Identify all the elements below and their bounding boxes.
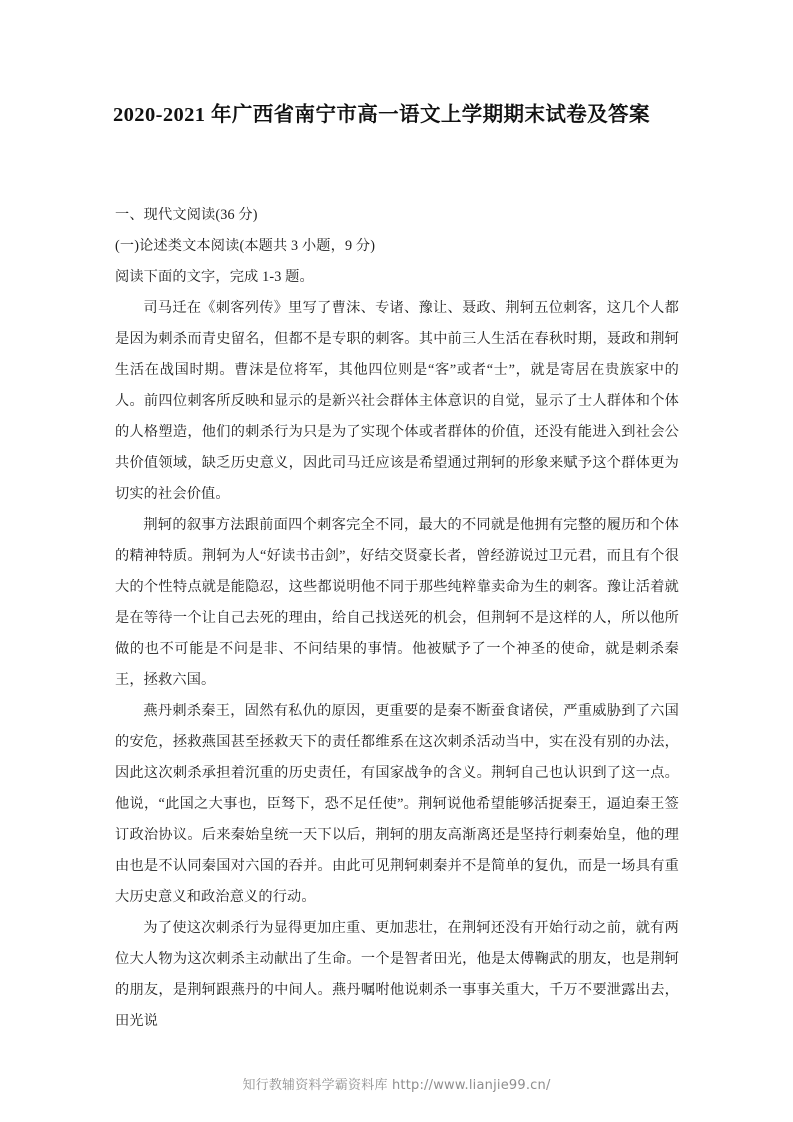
footer-watermark: 知行教辅资料学霸资料库 http://www.lianjie99.cn/ [242,1078,551,1093]
body-paragraph-4: 为了使这次刺杀行为显得更加庄重、更加悲壮，在荆轲还没有开始行动之前，就有两位大人物为这次刺杀主动献出了生命。一个是智者田光，他是太傅鞠武的朋友，也是荆轲的朋友，是荆轲跟燕丹的中间人。燕丹嘱咐他说刺杀一事事关重大，千万不要泄露出去，田光说 [115,920,679,1029]
body-paragraph-1: 司马迁在《刺客列传》里写了曹沫、专诸、豫让、聂政、荆轲五位刺客，这几个人都是因为刺杀而青史留名，但都不是专职的刺客。其中前三人生活在春秋时期，聂政和荆轲生活在战国时期。曹沫是位将军，其他四位则是“客”或者“士”，就是寄居在贵族家中的人。前四位刺客所反映和显示的是新兴社会群体主体意识的自觉，显示了士人群体和个体的人格塑造，他们的刺杀行为只是为了实现个体或者群体的价值，还没有能进入到社会公共价值领域，缺乏历史意义，因此司马迁应该是希望通过荆轲的形象来赋予这个群体更为切实的社会价值。 [115,300,679,502]
page-title: 2020-2021 年广西省南宁市高一语文上学期期末试卷及答案 [113,104,650,126]
document-body [115,200,679,1037]
body-paragraph-2: 荆轲的叙事方法跟前面四个刺客完全不同，最大的不同就是他拥有完整的履历和个体的精神特质。荆轲为人“好读书击剑”，好结交贤豪长者，曾经游说过卫元君，而且有个很大的个性特点就是能隐忍，这些都说明他不同于那些纯粹靠卖命为生的刺客。豫让活着就是在等待一个让自己去死的理由，给自己找送死的机会，但荆轲不是这样的人，所以他所做的也不可能是不问是非、不问结果的事情。他被赋予了一个神圣的使命，就是刺杀秦王，拯救六国。 [115,517,679,688]
reading-instruction: 阅读下面的文字，完成 1-3 题。 [115,269,314,285]
section-heading: 一、现代文阅读(36 分) [115,207,258,223]
body-paragraph-3: 燕丹刺杀秦王，固然有私仇的原因，更重要的是秦不断蚕食诸侯，严重威胁到了六国的安危，拯救燕国甚至拯救天下的责任都维系在这次刺杀活动当中，实在没有别的办法，因此这次刺杀承担着沉重的历史责任，有国家战争的含义。荆轲自己也认识到了这一点。他说，“此国之大事也，臣驽下，恐不足任使”。荆轲说他希望能够活捉秦王，逼迫秦王签订政治协议。后来秦始皇统一天下以后，荆轲的朋友高渐离还是坚持行刺秦始皇，他的理由也是不认同秦国对六国的吞并。由此可见荆轲刺秦并不是简单的复仇，而是一场具有重大历史意义和政治意义的行动。 [115,703,679,905]
subsection-heading: (一)论述类文本阅读(本题共 3 小题，9 分) [115,238,376,254]
